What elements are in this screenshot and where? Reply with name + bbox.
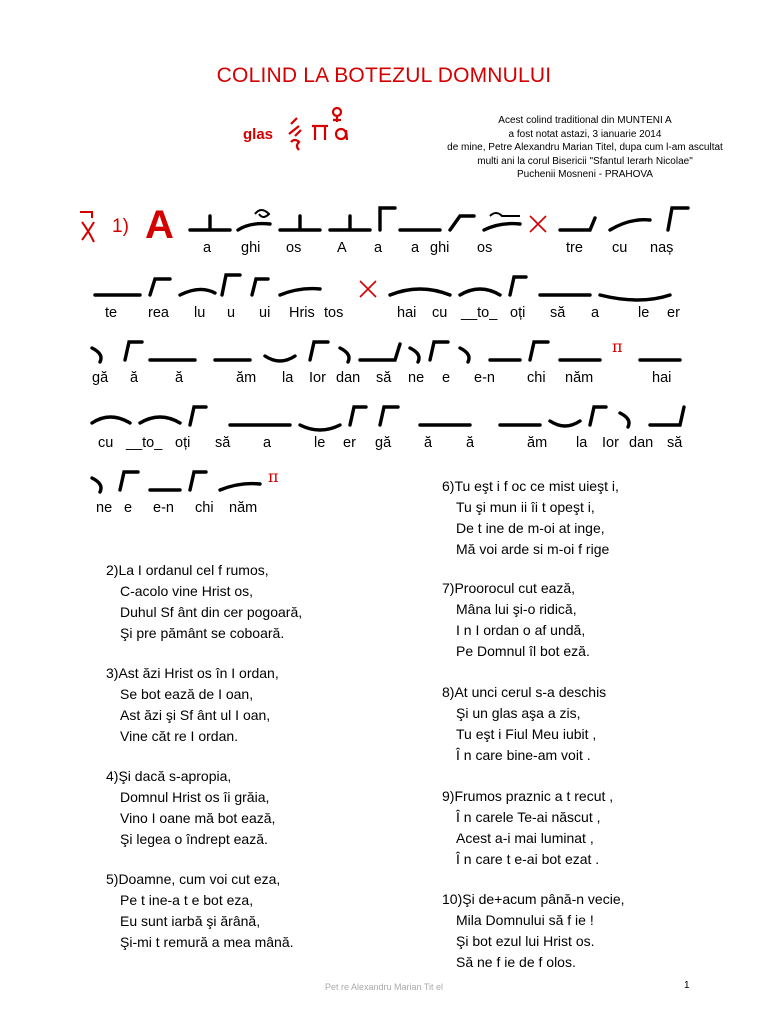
syllable: __to_ [461, 305, 498, 321]
syllable: ghi [241, 240, 261, 256]
syllable: la [282, 370, 294, 386]
syllable: chi [527, 370, 546, 386]
music-line-4 [0, 395, 768, 455]
stanza-6 [442, 476, 619, 560]
syllable: a [591, 305, 600, 321]
stanza-9 [442, 786, 613, 870]
syllable: te [105, 305, 118, 321]
stanza-2 [106, 560, 302, 644]
syllable: Ior [309, 370, 326, 386]
syllable: gă [375, 435, 392, 451]
stanza-3 [106, 663, 279, 747]
stanza-line: Î n care bine-am voit . [456, 747, 591, 763]
syllable: gă [92, 370, 109, 386]
stanza-line: Î n carele Te-ai născut , [456, 809, 601, 825]
syllable: er [667, 305, 680, 321]
syllable: Ior [602, 435, 619, 451]
syllable: să [215, 435, 231, 451]
syllable: ă [424, 435, 433, 451]
intro-line: de mine, Petre Alexandru Marian Titel, dupa cum l-am ascultat [447, 142, 723, 153]
stanza-4 [106, 766, 275, 850]
syllable: A [337, 240, 347, 256]
syllable: chi [195, 500, 214, 516]
syllable: ăm [527, 435, 548, 451]
syllable: Hris [289, 305, 315, 321]
syllable: năm [565, 370, 594, 386]
neume-row [0, 200, 768, 240]
music-line-5 [0, 460, 768, 520]
syllable: __to_ [126, 435, 163, 451]
syllable: a [374, 240, 383, 256]
syllable: ăm [236, 370, 257, 386]
stanza-line: C-acolo vine Hrist os, [120, 583, 254, 599]
stanza-line: 4)Şi dacă s-apropia, [106, 768, 232, 784]
syllable: e-n [153, 500, 174, 516]
stanza-line: Acest a-i mai luminat , [456, 830, 594, 846]
syllable: oți [175, 435, 191, 451]
intro-line: multi ani la corul Bisericii "Sfantul Ierarh Nicolae" [477, 155, 693, 167]
syllable: năm [229, 500, 258, 516]
stanza-line: Duhul Sf ânt din cer pogoară, [120, 604, 303, 620]
intro-line: Acest colind traditional din MUNTENI A [498, 115, 672, 126]
stanza-line: Şi pre pământ se coboară. [120, 625, 285, 641]
stanza-line: 6)Tu eşt i f oc ce mist uieşt i, [442, 478, 619, 494]
syllable: a [411, 240, 420, 256]
syllable: la [576, 435, 588, 451]
page-title: COLIND LA BOTEZUL DOMNULUI [216, 64, 552, 87]
syllable: ghi [430, 240, 450, 256]
music-line-2 [0, 265, 768, 325]
stanza-line: Să ne f ie de f olos. [456, 954, 576, 970]
intro-line: a fost notat astazi, 3 ianuarie 2014 [508, 128, 662, 140]
stanza-line: Ast ăzi şi Sf ânt ul I oan, [120, 707, 271, 723]
svg-text:π: π [268, 467, 279, 486]
stanza-line: 10)Şi de+acum până-n vecie, [442, 891, 625, 907]
stanza-line: De t ine de m-oi at inge, [456, 520, 605, 536]
syllable: să [376, 370, 392, 386]
stanza-5 [106, 869, 294, 953]
drop-cap: A [145, 203, 174, 247]
stanza-8 [442, 682, 606, 766]
syllable: dan [336, 370, 361, 386]
stanza-line: 2)La I ordanul cel f rumos, [106, 562, 269, 578]
svg-text:π: π [612, 337, 623, 356]
syllable: să [667, 435, 683, 451]
stanza-line: 9)Frumos praznic a t recut , [442, 788, 614, 804]
syllable: naș [650, 240, 674, 256]
syllable: er [343, 435, 356, 451]
syllable: a [263, 435, 272, 451]
stanza-line: Mila Domnului să f ie ! [456, 912, 594, 928]
stanza-line: Vine căt re I ordan. [120, 728, 239, 744]
syllable: rea [148, 305, 169, 321]
stanza-line: 3)Ast ăzi Hrist os în I ordan, [106, 665, 279, 681]
glas-label: glas [243, 126, 274, 143]
verse-marker: 1) [112, 216, 129, 237]
music-line-1 [0, 200, 768, 260]
intro-note [400, 114, 768, 182]
stanza-line: Pe Domnul îl bot eză. [456, 643, 590, 659]
syllable: os [477, 240, 493, 256]
music-line-3 [0, 330, 768, 390]
stanza-line: Domnul Hrist os îi grăia, [120, 789, 270, 805]
stanza-line: Mă voi arde si m-oi f rige [456, 541, 610, 557]
syllable: e [442, 370, 451, 386]
syllable: cu [432, 305, 448, 321]
neume-row [0, 460, 768, 500]
stanza-line: Şi un glas aşa a zis, [456, 705, 581, 721]
stanza-7 [442, 578, 590, 662]
syllable: ne [96, 500, 113, 516]
stanza-line: Tu şi mun ii îi t opeşt i, [456, 499, 595, 515]
syllable: tos [324, 305, 344, 321]
stanza-line: Şi bot ezul lui Hrist os. [456, 933, 595, 949]
stanza-line: Şi legea o îndrept ează. [120, 831, 268, 847]
syllable: ui [259, 305, 271, 321]
syllable: os [286, 240, 302, 256]
syllable: hai [397, 305, 417, 321]
syllable: a [203, 240, 212, 256]
syllable: ne [408, 370, 425, 386]
syllable: hai [652, 370, 672, 386]
stanza-line: Mâna lui şi-o ridică, [456, 601, 577, 617]
syllable: e-n [474, 370, 495, 386]
stanza-line: 7)Proorocul cut ează, [442, 580, 576, 596]
syllable: ă [175, 370, 184, 386]
syllable: oți [510, 305, 526, 321]
syllable: le [638, 305, 650, 321]
syllable: cu [98, 435, 114, 451]
page-footer: Pet re Alexandru Marian Tit el [324, 982, 444, 992]
syllable: u [227, 305, 236, 321]
glas-mode-sign [285, 106, 355, 156]
syllable: dan [629, 435, 654, 451]
syllable: să [550, 305, 566, 321]
stanza-line: Tu eşt i Fiul Meu iubit , [456, 726, 597, 742]
neume-row [0, 395, 768, 435]
syllable: e [124, 500, 133, 516]
syllable: ă [130, 370, 139, 386]
stanza-line: Pe t ine-a t e bot eza, [120, 892, 254, 908]
neume-row [0, 330, 768, 370]
stanza-line: I n I ordan o af undă, [456, 622, 586, 638]
syllable: cu [612, 240, 628, 256]
syllable: lu [194, 305, 206, 321]
stanza-line: Î n care t e-ai bot ezat . [456, 851, 600, 867]
stanza-line: Eu sunt iarbă şi ărână, [120, 913, 261, 929]
stanza-line: Şi-mi t remură a mea mână. [120, 934, 294, 950]
stanza-line: Vino I oane mă bot ează, [120, 810, 276, 826]
syllable: ă [466, 435, 475, 451]
syllable: tre [566, 240, 583, 256]
stanza-line: Se bot ează de I oan, [120, 686, 254, 702]
page-number: 1 [684, 980, 690, 991]
stanza-line: 8)At unci cerul s-a deschis [442, 684, 607, 700]
neume-row [0, 265, 768, 305]
stanza-10 [442, 889, 625, 973]
stanza-line: 5)Doamne, cum voi cut eza, [106, 871, 281, 887]
syllable: le [314, 435, 326, 451]
intro-line: Puchenii Mosneni - PRAHOVA [517, 169, 653, 180]
